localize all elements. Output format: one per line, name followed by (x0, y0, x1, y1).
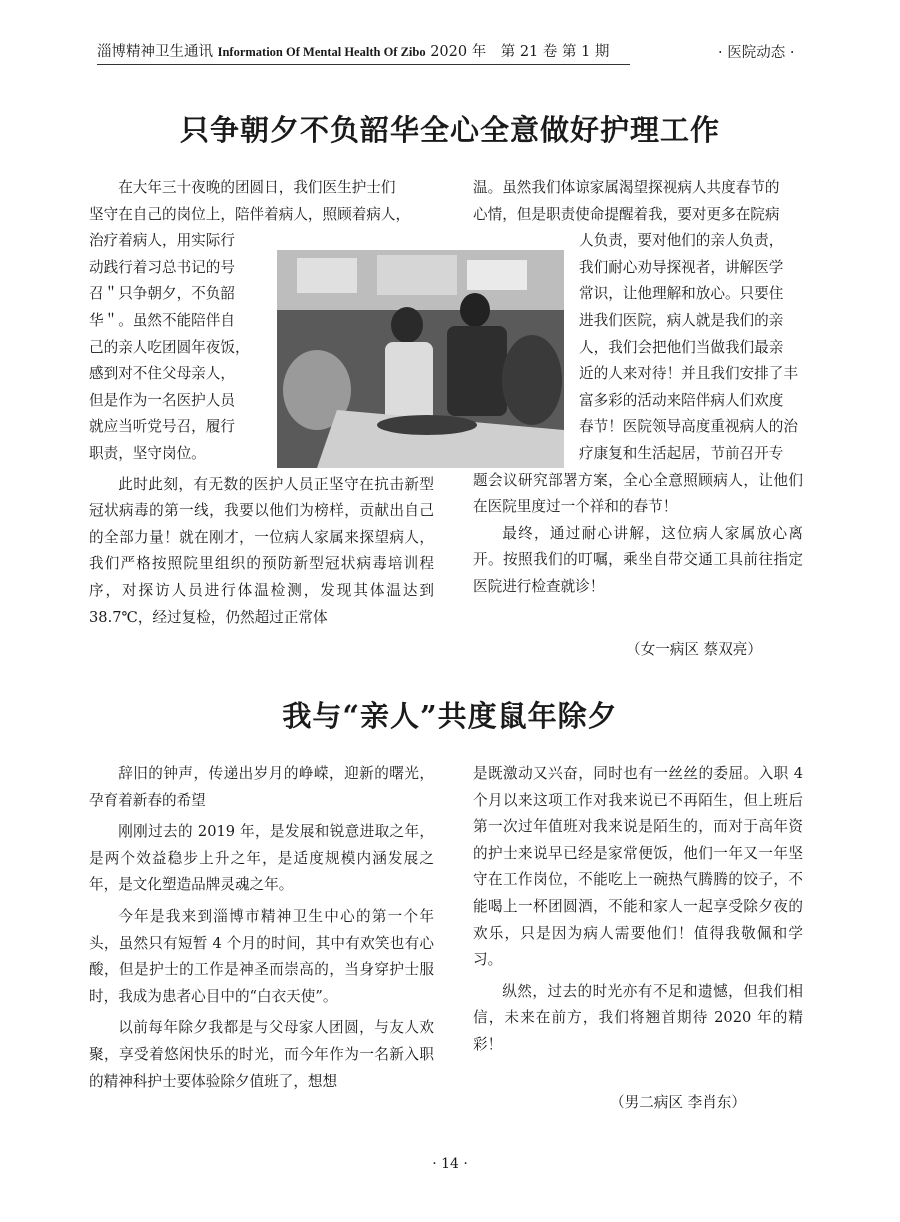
article1-left-line: 在大年三十夜晚的团圆日，我们医生护士们 (118, 179, 396, 196)
article1-left-paragraph: 此时此刻，有无数的医护人员正坚守在抗击新型冠状病毒的第一线，我要以他们为榜样，贡献出自己的全部力量！就在刚才，一位病人家属来探望病人，我们严格按照院里组织的预防新型冠状病毒培训程序，对探访人员进行体温检测，发现其体温达到 38.7℃，经过复检，仍然超过正常体 (89, 475, 434, 626)
photo-illustration (277, 250, 564, 468)
article2-title: 我与“亲人”共度鼠年除夕 (282, 699, 618, 733)
article1-left-line: 己的亲人吃团圆年夜饭， (89, 338, 250, 356)
article1-left-line: 坚守在自己的岗位上，陪伴着病人，照顾着病人， (89, 205, 411, 223)
article1-right-line: 我们耐心劝导探视者，讲解医学 (579, 258, 784, 276)
article1-right-line: 人，我们会把他们当做我们最亲 (579, 338, 784, 356)
header-rule (97, 64, 630, 65)
article1-left-line: 召＂只争朝夕，不负韶 (89, 285, 235, 303)
article1-left-line: 华＂。虽然不能陪伴自 (89, 311, 235, 329)
article2-paragraph: 刚刚过去的 2019 年，是发展和锐意进取之年，是两个效益稳步上升之年，是适度规模内涵发展之年，是文化塑造品牌灵魂之年。 (89, 823, 434, 894)
article1-title: 只争朝夕不负韶华全心全意做好护理工作 (179, 113, 720, 147)
article1-left-line: 职责，坚守岗位。 (89, 444, 206, 462)
article2-signature: （男二病区 李肖东） (610, 1094, 746, 1111)
article1-right-paragraph: 题会议研究部署方案，全心全意照顾病人，让他们在医院里度过一个祥和的春节！ (473, 471, 803, 516)
article2-paragraph: 辞旧的钟声，传递出岁月的峥嵘，迎新的曙光，孕育着新春的希望 (89, 765, 434, 809)
issue-info: 2020 年 第 21 卷 第 1 期 (430, 44, 610, 60)
article1-right-line: 春节！医院领导高度重视病人的治 (579, 418, 798, 436)
article1-right-line: 进我们医院，病人就是我们的亲 (579, 311, 784, 329)
journal-name-cn: 淄博精神卫生通讯 (97, 44, 213, 60)
article1-left-line: 感到对不住父母亲人， (89, 365, 235, 383)
article2-paragraph: 是既激动又兴奋，同时也有一丝丝的委屈。入职 4 个月以来这项工作对我来说已不再陌生，但上班后第一次过年值班对我来说是陌生的，而对于高年资的护士来说早已经是家常便饭，他们一年又一年坚守在工作岗位，不能吃上一碗热气腾腾的饺子，不能喝上一杯团圆酒，不能和家人一起享受除夕夜的欢乐，只是因为病人需要他们！值得我敬佩和学习。 (473, 765, 803, 969)
article1-left-line: 动践行着习总书记的号 (89, 258, 235, 276)
article1-right-line: 近的人来对待！并且我们安排了丰 (579, 365, 798, 383)
article2-paragraph: 纵然，过去的时光亦有不足和遗憾，但我们相信，未来在前方，我们将翘首期待 2020 年的精彩！ (473, 982, 803, 1053)
article1-left-line: 治疗着病人，用实际行 (89, 232, 235, 250)
article1-right-paragraph: 最终，通过耐心讲解，这位病人家属放心离开。按照我们的叮嘱，乘坐自带交通工具前往指定医院进行检查就诊！ (473, 524, 803, 595)
page-number: · 14 · (432, 1156, 468, 1172)
article1-right-line: 心情，但是职责使命提醒着我，要对更多在院病 (473, 205, 780, 223)
article1-signature: （女一病区 蔡双亮） (626, 641, 762, 658)
article2-left-column (89, 761, 434, 1095)
running-header (97, 40, 630, 61)
article1-right-line: 疗康复和生活起居，节前召开专 (579, 444, 784, 462)
article1-right-line: 温。虽然我们体谅家属渴望探视病人共度春节的 (473, 179, 780, 196)
article2-paragraph: 今年是我来到淄博市精神卫生中心的第一个年头，虽然只有短暂 4 个月的时间，其中有欢笑也有心酸，但是护士的工作是神圣而崇高的，当身穿护士服时，我成为患者心目中的“白衣天使”。 (89, 907, 434, 1005)
article1-right-line: 富多彩的活动来陪伴病人们欢度 (579, 391, 784, 409)
article1-right-line: 常识，让他理解和放心。只要住 (579, 285, 784, 303)
article1-left-line: 就应当听党号召，履行 (89, 418, 235, 436)
article1-left-line: 但是作为一名医护人员 (89, 391, 235, 409)
journal-name-en: Information Of Mental Health Of Zibo (217, 45, 426, 59)
article2-paragraph: 以前每年除夕我都是与父母家人团圆，与友人欢聚，享受着悠闲快乐的时光，而今年作为一名新入职的精神科护士要体验除夕值班了，想想 (89, 1019, 434, 1090)
article1-right-line: 人负责，要对他们的亲人负责， (579, 232, 784, 250)
article2-right-column (473, 761, 803, 1059)
nurses-with-patients-photo (277, 250, 564, 468)
section-label: · 医院动态 · (718, 45, 795, 61)
